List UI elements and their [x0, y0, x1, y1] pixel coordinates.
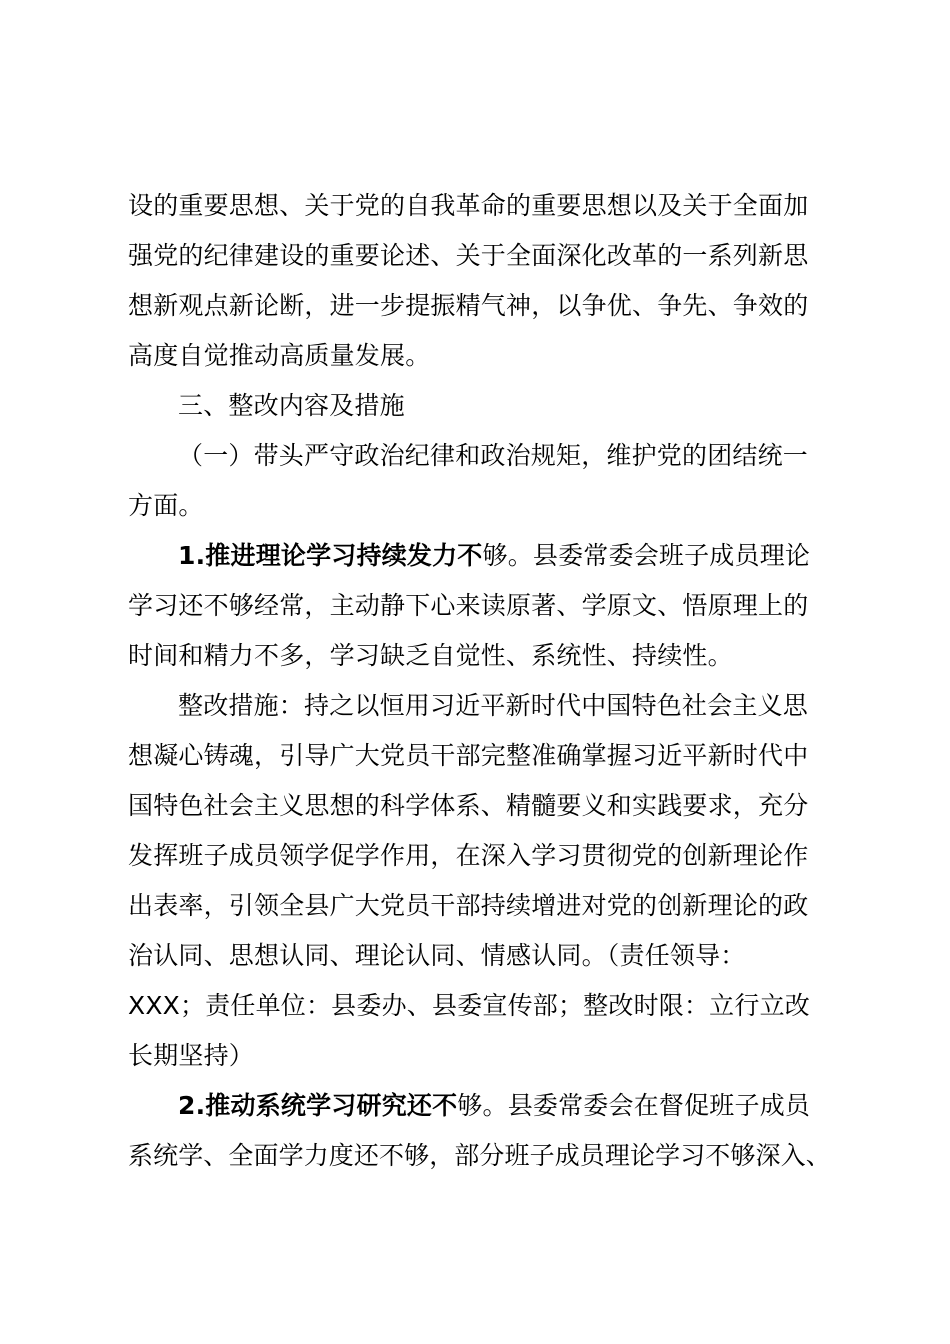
body-text-line: 时间和精力不多，学习缺乏自觉性、系统性、持续性。 [128, 641, 733, 670]
subsection-heading: （一）带头严守政治纪律和政治规矩，维护党的团结统一 [178, 441, 809, 470]
body-text-line: XXX；责任单位：县委办、县委宣传部；整改时限：立行立改 [128, 991, 810, 1020]
item-1-heading: 1.推进理论学习持续发力不 [178, 541, 483, 570]
body-text-line: 强党的纪律建设的重要论述、关于全面深化改革的一系列新思 [128, 241, 809, 270]
item-1-text: 够。县委常委会班子成员理论 [482, 541, 811, 570]
item-2-text: 够。县委常委会在督促班子成员 [457, 1091, 811, 1120]
item-2-heading: 2.推动系统学习研究还不 [178, 1091, 458, 1120]
body-text-line: 系统学、全面学力度还不够，部分班子成员理论学习不够深入、 [128, 1141, 831, 1170]
body-text-line: 想新观点新论断，进一步提振精气神，以争优、争先、争效的 [128, 291, 809, 320]
body-text-line: 想凝心铸魂，引导广大党员干部完整准确掌握习近平新时代中 [128, 741, 809, 770]
body-text-line: 发挥班子成员领学促学作用，在深入学习贯彻党的创新理论作 [128, 841, 809, 870]
item-2-first-line [178, 1086, 810, 1126]
body-text-line: 学习还不够经常，主动静下心来读原著、学原文、悟原理上的 [128, 591, 809, 620]
body-text-line: 设的重要思想、关于党的自我革命的重要思想以及关于全面加 [128, 191, 809, 220]
body-text-line: 高度自觉推动高质量发展。 [128, 341, 431, 370]
subsection-heading-continued: 方面。 [128, 491, 204, 520]
body-text-line: 出表率，引领全县广大党员干部持续增进对党的创新理论的政 [128, 891, 809, 920]
section-heading: 三、整改内容及措施 [178, 391, 405, 420]
body-text-line: 治认同、思想认同、理论认同、情感认同。（责任领导： [128, 941, 746, 970]
item-1-first-line [178, 536, 810, 576]
measures-paragraph-start: 整改措施：持之以恒用习近平新时代中国特色社会主义思 [178, 691, 809, 720]
body-text-line: 长期坚持） [128, 1041, 255, 1070]
body-text-line: 国特色社会主义思想的科学体系、精髓要义和实践要求，充分 [128, 791, 809, 820]
